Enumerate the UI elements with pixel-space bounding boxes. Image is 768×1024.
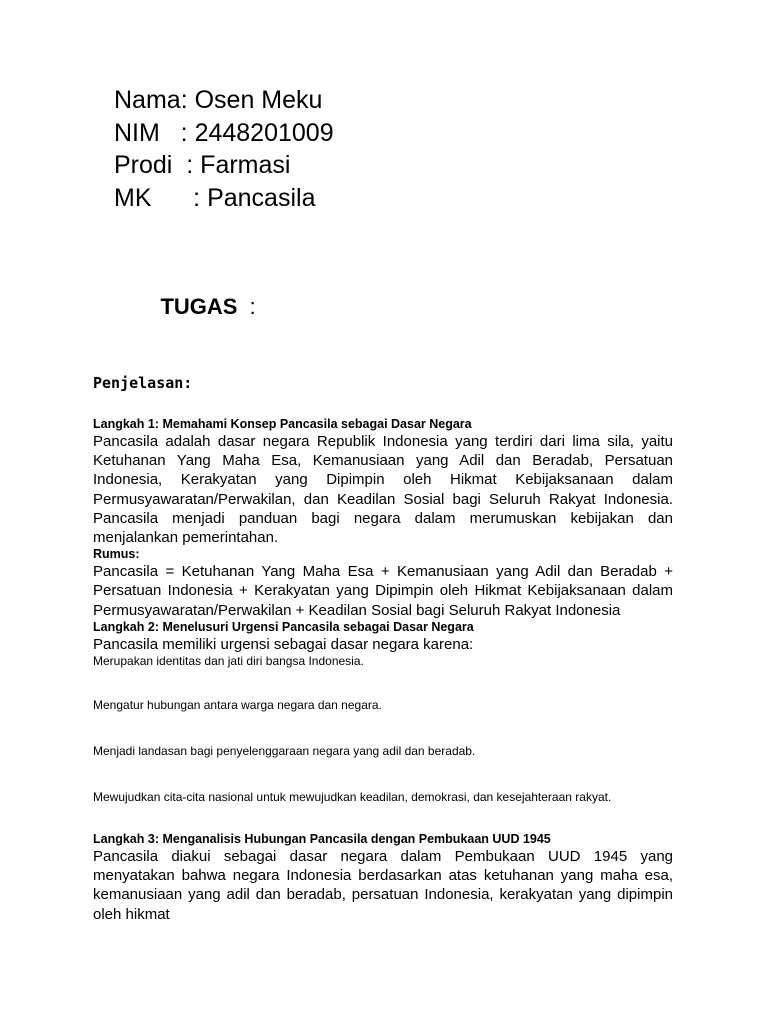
urgency-item: Merupakan identitas dan jati diri bangsa Indonesia. — [93, 654, 364, 669]
identity-value: Osen Meku — [194, 86, 323, 114]
step2-title: Langkah 2: Menelusuri Urgensi Pancasila sebagai Dasar Negara — [93, 619, 474, 634]
identity-label: NIM — [114, 118, 160, 147]
step1-paragraph: Pancasila adalah dasar negara Republik Indonesia yang terdiri dari lima sila, yaitu Ketuhanan Yang Maha Esa, Kemanusiaan yang Adil dan Beradab, Persatuan Indonesia, Kerakyatan yang Dipimpin oleh Hikmat Kebijaksanaan dalam Permusyawaratan/Perwakilan, dan Keadilan Sosial bagi Seluruh Rakyat Indonesia. Pancasila menjadi panduan bagi negara dalam merumuskan kebijakan dan menjalankan pemerintahan. — [93, 433, 673, 547]
identity-value: 2448201009 — [194, 118, 334, 147]
identity-value: Pancasila — [207, 183, 316, 212]
student-identity-block — [114, 84, 334, 214]
identity-separator: : — [172, 151, 201, 179]
rumus-paragraph: Pancasila = Ketuhanan Yang Maha Esa + Kemanusiaan yang Adil dan Beradab + Persatuan Indonesia + Kerakyatan yang Dipimpin oleh Hikmat Kebijaksanaan dalam Permusyawaratan/Perwakilan + Keadilan Sosial bagi Seluruh Rakyat Indonesia — [93, 563, 673, 619]
identity-separator: : — [151, 183, 208, 212]
urgency-item: Mewujudkan cita-cita nasional untuk mewujudkan keadilan, demokrasi, dan kesejahteraan rakyat. — [93, 790, 612, 805]
urgency-item: Menjadi landasan bagi penyelenggaraan negara yang adil dan beradab. — [93, 744, 476, 759]
identity-separator: : — [180, 86, 195, 114]
identity-row-mk — [114, 182, 334, 215]
task-title-text: TUGAS — [160, 294, 238, 319]
explanation-heading: Penjelasan: — [93, 374, 193, 392]
step3-title: Langkah 3: Menganalisis Hubungan Pancasila dengan Pembukaan UUD 1945 — [93, 832, 551, 847]
spacer — [93, 669, 673, 698]
task-title-colon: : — [237, 294, 256, 319]
step1-title: Langkah 1: Memahami Konsep Pancasila sebagai Dasar Negara — [93, 417, 472, 431]
urgency-item: Mengatur hubungan antara warga negara dan negara. — [93, 698, 382, 713]
identity-row-prodi — [114, 149, 334, 182]
document-body — [93, 417, 673, 924]
identity-label: MK — [114, 183, 152, 212]
identity-row-name — [114, 84, 334, 117]
identity-label: Nama — [114, 86, 181, 114]
identity-value: Farmasi — [200, 151, 291, 179]
spacer — [93, 713, 673, 744]
spacer — [93, 805, 673, 832]
rumus-title: Rumus: — [93, 547, 140, 562]
identity-label: Prodi — [114, 151, 173, 179]
step3-paragraph: Pancasila diakui sebagai dasar negara dalam Pembukaan UUD 1945 yang menyatakan bahwa negara Indonesia berdasarkan atas ketuhanan yang maha esa, kemanusiaan yang adil dan beradab, persatuan Indonesia, kerakyatan yang dipimpin oleh hikmat — [93, 848, 673, 923]
step2-intro: Pancasila memiliki urgensi sebagai dasar negara karena: — [93, 635, 474, 653]
identity-separator: : — [159, 118, 195, 147]
spacer — [93, 759, 673, 790]
identity-row-nim — [114, 117, 334, 150]
task-heading — [136, 268, 256, 346]
